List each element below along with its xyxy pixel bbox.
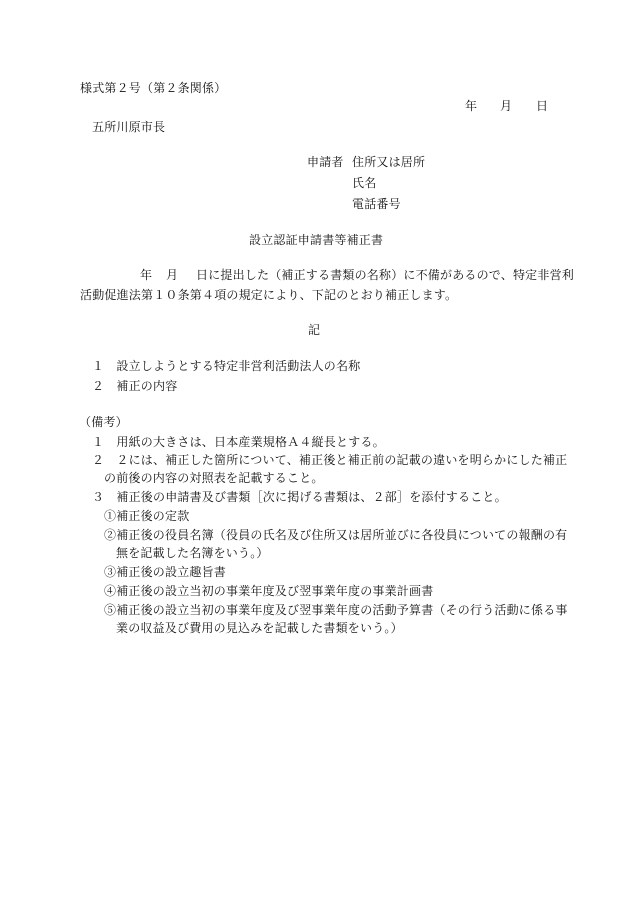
note-3: ３ 補正後の申請書及び書類［次に掲げる書類は、２部］を添付すること。	[92, 490, 507, 504]
body-year: 年	[140, 268, 153, 282]
note-2-line1: ２ ２には、補正した箇所について、補正後と補正前の記載の違いを明らかにした補正	[92, 453, 568, 467]
addressee: 五所川原市長	[92, 120, 166, 134]
date-month: 月	[500, 99, 513, 113]
notes-heading: （備考）	[79, 415, 128, 429]
body-line2: 活動促進法第１０条第４項の規定により、下記のとおり補正します。	[80, 288, 458, 302]
body-month: 月	[166, 268, 179, 282]
applicant-address: 住所又は居所	[352, 155, 426, 169]
form-number: 様式第２号（第２条関係）	[80, 81, 227, 95]
sub-item-2-line1: ②補正後の役員名簿（役員の氏名及び住所又は居所並びに各役員についての報酬の有	[104, 528, 568, 542]
note-1: １ 用紙の大きさは、日本産業規格Ａ４縦長とする。	[92, 435, 385, 449]
note-2-line2: の前後の内容の対照表を記載すること。	[104, 471, 324, 485]
sub-item-3: ③補正後の設立趣旨書	[104, 565, 227, 579]
body-line1: 日に提出した（補正する書類の名称）に不備があるので、特定非営利	[196, 268, 574, 282]
sub-item-5-line1: ⑤補正後の設立当初の事業年度及び翌事業年度の活動予算書（その行う活動に係る事	[104, 603, 568, 617]
document-title: 設立認証申請書等補正書	[249, 233, 384, 247]
sub-item-4: ④補正後の設立当初の事業年度及び翌事業年度の事業計画書	[104, 584, 434, 598]
ki-heading: 記	[308, 323, 321, 337]
sub-item-5-line2: 業の収益及び費用の見込みを記載した書類をいう。）	[116, 621, 403, 635]
date-year: 年	[465, 99, 478, 113]
item-1: １ 設立しようとする特定非営利活動法人の名称	[92, 359, 361, 373]
date-day: 日	[536, 99, 549, 113]
sub-item-1: ①補正後の定款	[104, 509, 190, 523]
applicant-label: 申請者	[307, 155, 344, 169]
applicant-phone: 電話番号	[352, 197, 401, 211]
applicant-name: 氏名	[352, 176, 377, 190]
item-2: ２ 補正の内容	[92, 379, 178, 393]
sub-item-2-line2: 無を記載した名簿をいう。）	[116, 546, 269, 560]
